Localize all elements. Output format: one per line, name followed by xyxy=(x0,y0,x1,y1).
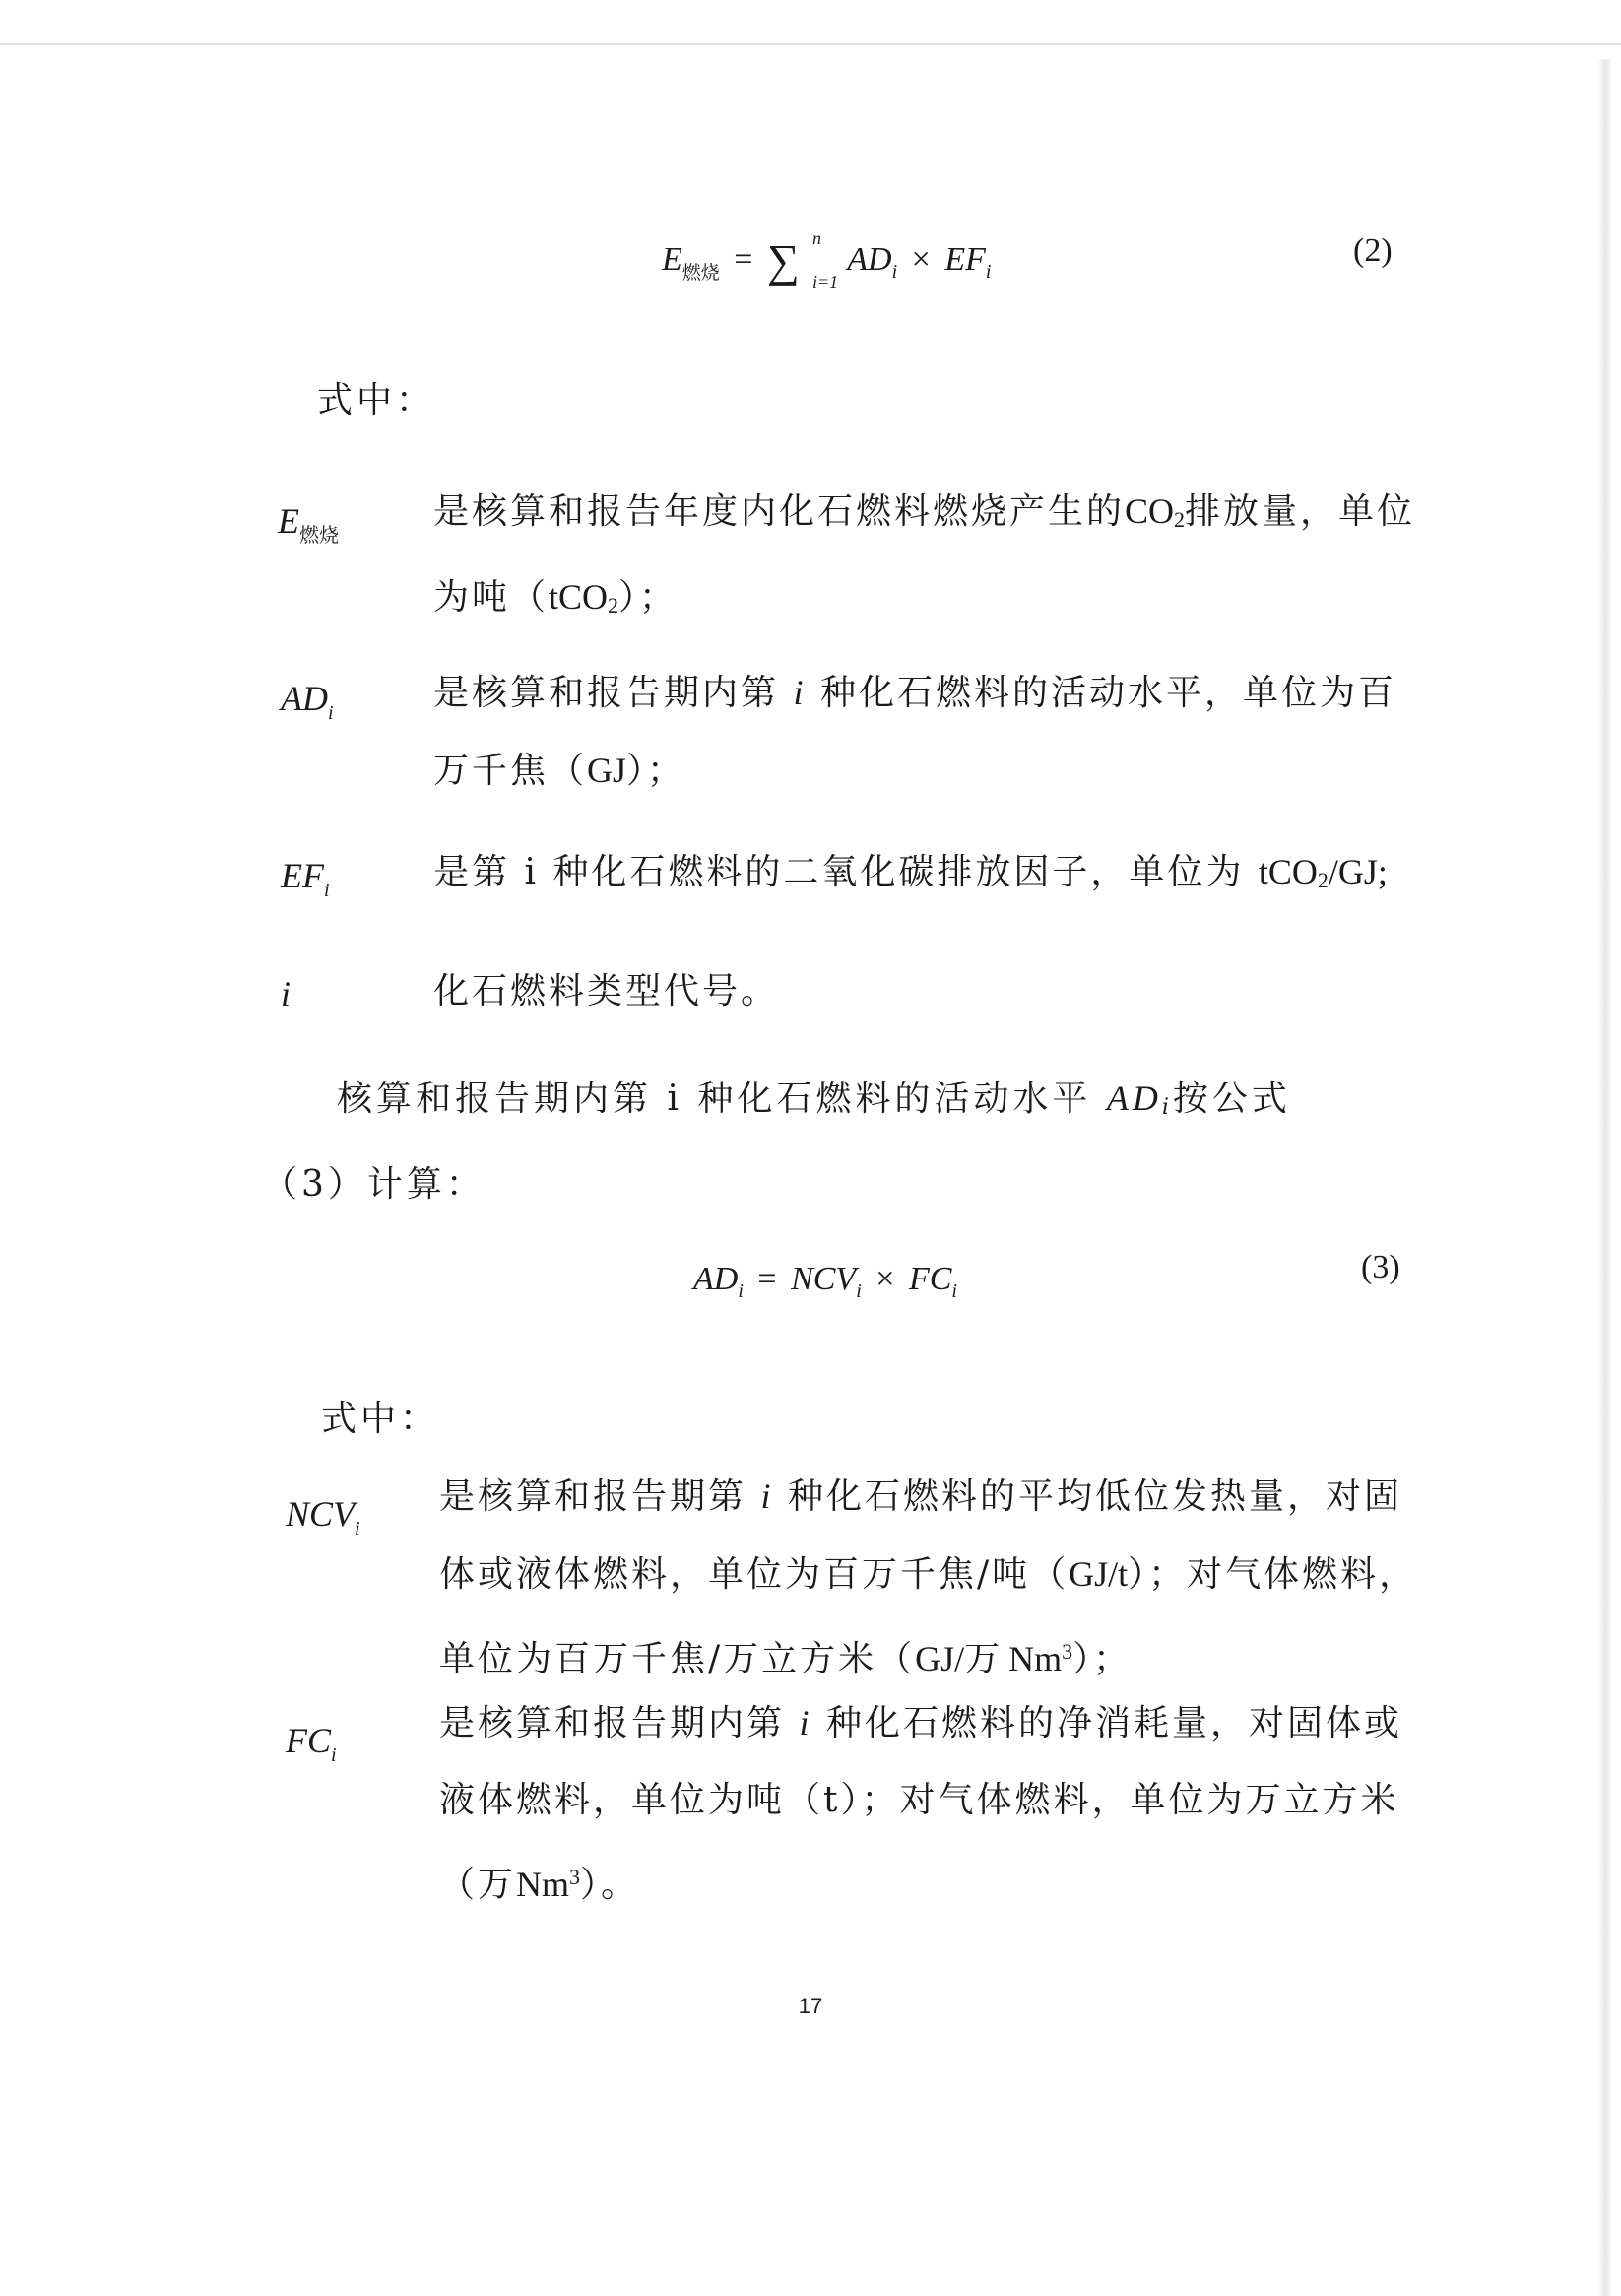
def-term-ef: $EF_i$ xyxy=(281,856,330,901)
page-number: 17 xyxy=(798,1994,823,2018)
equation-3 xyxy=(693,1261,957,1303)
eq3-times: × xyxy=(875,1261,895,1297)
eq2-term2-sub: i xyxy=(985,261,992,283)
eq2-equals: = xyxy=(734,241,753,278)
scan-right-edge xyxy=(1597,59,1611,2296)
paragraph-ad-calc: 核算和报告期内第 i 种化石燃料的活动水平 $AD_i$按公式（3）计算： xyxy=(262,1079,1291,1205)
eq2-times: × xyxy=(911,241,931,278)
equation-2-number: (2) xyxy=(1353,232,1393,269)
def-term-ad: $AD_i$ xyxy=(281,679,334,724)
eq2-lhs: E xyxy=(662,241,682,278)
where-label-2: 式中： xyxy=(321,1399,440,1439)
def-text-ad: 是核算和报告期内第 i 种化石燃料的活动水平，单位为百万千焦（GJ）； xyxy=(433,673,1396,791)
eq3-term2: FC xyxy=(908,1261,952,1297)
def-term-e-combustion: $E_{燃烧}$ xyxy=(278,501,339,547)
where-label-1: 式中： xyxy=(317,380,436,421)
eq2-term2: EF xyxy=(944,241,986,278)
equation-2 xyxy=(662,229,992,292)
sum-lower: i=1 xyxy=(811,272,839,292)
eq2-term1: AD xyxy=(847,241,892,278)
eq3-term2-sub: i xyxy=(951,1280,957,1302)
equation-3-number: (3) xyxy=(1361,1249,1400,1285)
def-term-i: i xyxy=(281,974,292,1014)
scan-top-edge xyxy=(0,43,1621,45)
def-text-e-combustion: 是核算和报告年度内化石燃料燃烧产生的$CO_2$排放量，单位为吨（tCO$_2$）； xyxy=(433,492,1416,618)
def-text-ef: 是第 i 种化石燃料的二氧化碳排放因子，单位为 tCO$_2$/GJ; xyxy=(433,852,1388,892)
eq3-lhs-sub: i xyxy=(738,1280,744,1302)
eq3-term1-sub: i xyxy=(856,1280,862,1302)
eq3-lhs: AD xyxy=(693,1261,739,1297)
eq3-term1: NCV xyxy=(791,1261,857,1297)
sum-symbol: ∑ xyxy=(766,235,800,286)
def-term-ncv: $NCV_i$ xyxy=(286,1494,360,1540)
eq3-equals: = xyxy=(757,1261,777,1297)
def-term-fc: $FC_i$ xyxy=(286,1721,337,1766)
eq2-term1-sub: i xyxy=(891,261,898,283)
eq2-lhs-sub: 燃烧 xyxy=(681,263,720,284)
def-text-ncv: 是核算和报告期第 i 种化石燃料的平均低位发热量，对固体或液体燃料，单位为百万千焦/吨（GJ/t）；对气体燃料，单位为百万千焦/万立方米（GJ/万 Nm$^3$）； xyxy=(439,1476,1418,1679)
eq2-sum xyxy=(766,229,839,292)
sum-upper: n xyxy=(811,229,821,248)
def-text-i: 化石燃料类型代号。 xyxy=(433,971,780,1012)
def-text-fc: 是核算和报告期内第 i 种化石燃料的净消耗量，对固体或液体燃料，单位为吨（t）；对气体燃料，单位为万立方米（万Nm$^3$）。 xyxy=(439,1703,1402,1905)
